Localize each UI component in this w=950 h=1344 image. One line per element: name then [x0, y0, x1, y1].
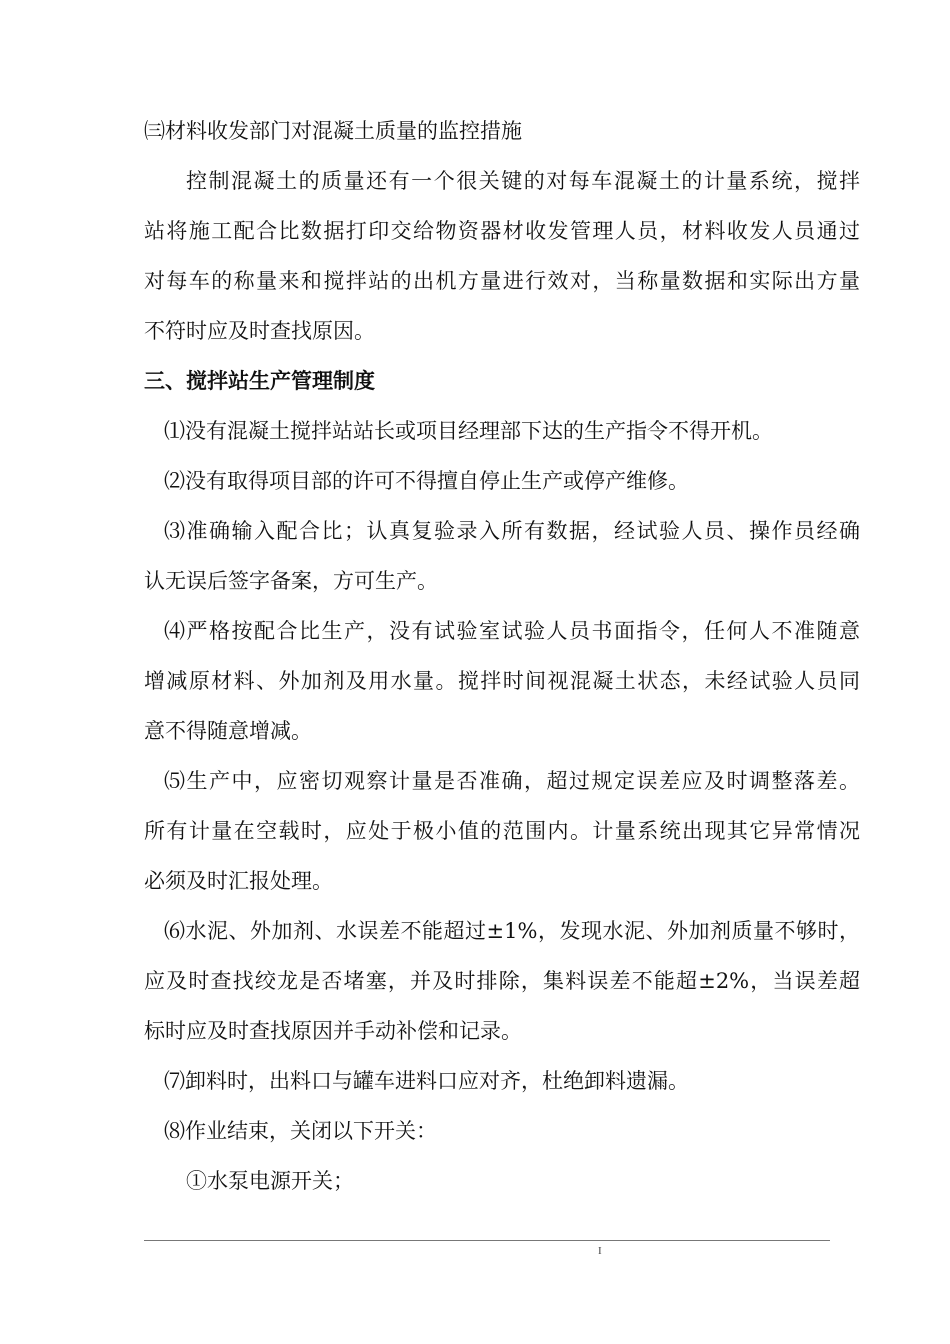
list-item-line: ⑻作业结束，关闭以下开关： — [164, 1119, 437, 1143]
list-item-line: ⑸生产中，应密切观察计量是否准确，超过规定误差应及时调整落差。 — [164, 769, 860, 793]
list-item-line: ⑶准确输入配合比；认真复验录入所有数据，经试验人员、操作员经确 — [164, 519, 860, 543]
list-item-line: 必须及时汇报处理。 — [144, 869, 333, 893]
list-item-line: ⑷严格按配合比生产，没有试验室试验人员书面指令，任何人不准随意 — [164, 619, 860, 643]
list-item-line: 认无误后签字备案，方可生产。 — [144, 569, 438, 593]
section-heading: 三、搅拌站生产管理制度 — [144, 368, 375, 393]
paragraph-line: 站将施工配合比数据打印交给物资器材收发管理人员，材料收发人员通过 — [144, 219, 860, 243]
footer-divider — [144, 1240, 830, 1241]
sub-list-item-line: ①水泵电源开关； — [186, 1169, 354, 1193]
list-item-line: 所有计量在空载时，应处于极小值的范围内。计量系统出现其它异常情况 — [144, 819, 860, 843]
list-item-line: ⑺卸料时，出料口与罐车进料口应对齐，杜绝卸料遗漏。 — [164, 1069, 689, 1093]
subsection-heading: ㈢材料收发部门对混凝土质量的监控措施 — [144, 119, 522, 143]
list-item-line: 标时应及时查找原因并手动补偿和记录。 — [144, 1019, 522, 1043]
list-item-line: 增减原材料、外加剂及用水量。搅拌时间视混凝土状态，未经试验人员同 — [144, 669, 860, 693]
list-item-line: ⑴没有混凝土搅拌站站长或项目经理部下达的生产指令不得开机。 — [164, 419, 773, 443]
list-item-line: ⑵没有取得项目部的许可不得擅自停止生产或停产维修。 — [164, 469, 689, 493]
page-number: I — [598, 1245, 602, 1257]
list-item-line: 意不得随意增减。 — [144, 719, 312, 743]
list-item-line: 应及时查找绞龙是否堵塞，并及时排除，集料误差不能超±2%，当误差超 — [144, 969, 860, 993]
paragraph-line: 不符时应及时查找原因。 — [144, 319, 375, 343]
list-item-line: ⑹水泥、外加剂、水误差不能超过±1%，发现水泥、外加剂质量不够时， — [164, 919, 860, 943]
paragraph-line: 对每车的称量来和搅拌站的出机方量进行效对，当称量数据和实际出方量 — [144, 269, 860, 293]
paragraph-line: 控制混凝土的质量还有一个很关键的对每车混凝土的计量系统，搅拌 — [186, 169, 860, 193]
